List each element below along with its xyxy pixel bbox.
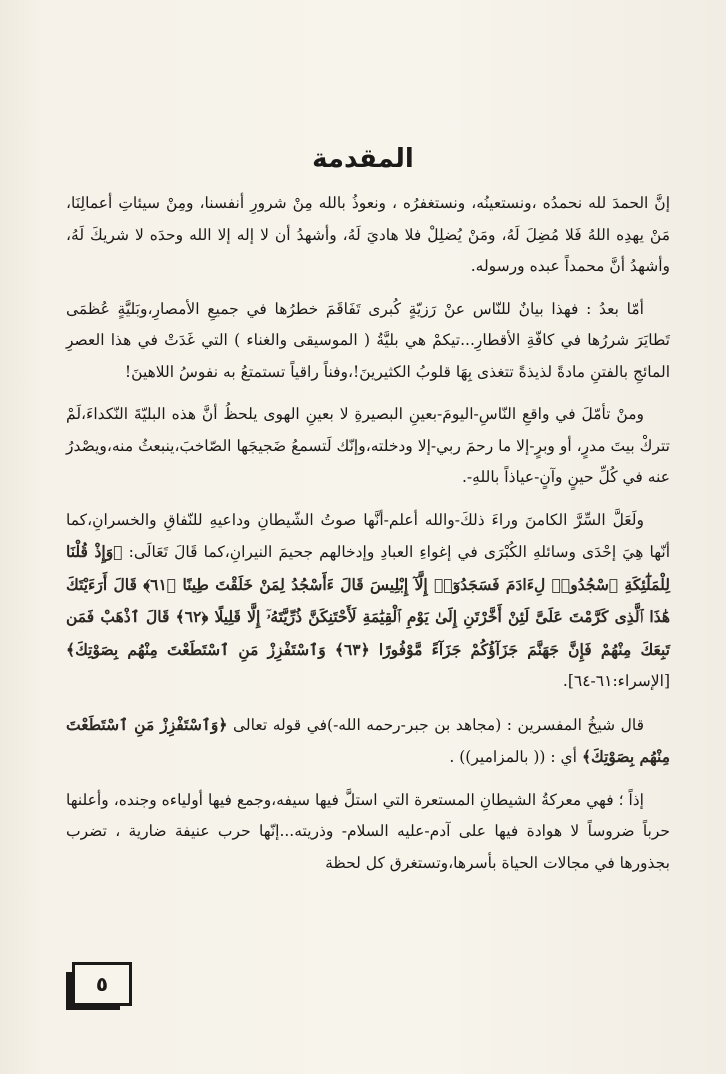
quran-verse-mujahid: ﴿وَٱسْتَفْزِزْ مَنِ ٱسْتَطَعْتَ مِنْهُم بِصَوْتِكَ﴾ xyxy=(66,714,670,766)
paragraph-battle: إذاً ؛ فهي معركةُ الشيطانِ المستعرة التي استلَّ فيها سيفه،وجمع فيها أولياءه وجنده، وأعلنها حرباً ضروساً لا هوادة فيها على آدم-عليه السلام- وذريته...إنّها حرب عنيفة ضارية ، تضرب بجذورها في مجالات الحياة بأسرها،وتستغرق كل لحظة xyxy=(66,790,670,872)
paragraph-devil-voice xyxy=(66,505,670,698)
paragraph-observation: ومنْ تأمّلَ في واقعِ النّاسِ-اليومَ-بعينِ البصيرةِ لا بعينِ الهوى يلحظُ أنَّ هذه البليّةَ النّكداءَ،لَمْ تتركْ بيتَ مدرٍ، أو وبرٍ-إلا ما رحمَ ربي-إلا ودخلته،وإنّك لَتسمعُ ضَجيجَها الصّاخبَ،ينبعثُ منه،ويصْدرُ عنه في كُلِّ حينٍ وآنٍ-عياذاً باللهِ-. xyxy=(66,405,670,486)
paragraph-mujahid xyxy=(66,709,670,774)
paragraph-mujahid-text: قال شيخُ المفسرين : (مجاهد بن جبر-رحمه الله-)في قوله تعالى xyxy=(233,715,645,734)
page-number: ٥ xyxy=(72,962,132,1006)
quran-verse: ﴿وَإِذْ قُلْنَا لِلْمَلَٰٓئِكَةِ ٱسْجُدُوا۟ لِءَادَمَ فَسَجَدُوٓا۟ إِلَّآ إِبْلِيسَ قَالَ ءَأَسْجُدُ لِمَنْ خَلَقْتَ طِينًا ﴿٦١﴾ قَالَ أَرَءَيْتَكَ هَٰذَا ٱلَّذِى كَرَّمْتَ عَلَىَّ لَئِنْ أَخَّرْتَنِ إِلَىٰ يَوْمِ ٱلْقِيَٰمَةِ لَأَحْتَنِكَنَّ ذُرِّيَّتَهُۥٓ إِلَّا قَلِيلًا ﴿٦٢﴾ قَالَ ٱذْهَبْ فَمَن تَبِعَكَ مِنْهُمْ فَإِنَّ جَهَنَّمَ جَزَآؤُكُمْ جَزَآءً مَّوْفُورًا ﴿٦٣﴾ وَٱسْتَفْزِزْ مَنِ ٱسْتَطَعْتَ مِنْهُم بِصَوْتِكَ﴾ xyxy=(66,542,671,659)
paragraph-opening: إنَّ الحمدَ لله نحمدُه ،ونستعينُه، ونستغفرُه ، ونعوذُ بالله مِنْ شرورِ أنفسنا، ومِنْ سيئاتِ أعمالِنَا، مَنْ يهدِه اللهُ فَلا مُضِلَ لَهُ، ومَنْ يُضلِلْ فلا هاديَ لَهُ، وأشهدُ أن لا إله إلا الله وحدَه لا شريكَ لَهُ، وأشهدُ أنَّ محمداً عبده ورسوله. xyxy=(66,194,670,275)
page-title: المقدمة xyxy=(312,144,414,174)
paragraph-devil-voice-text: ولَعَلَّ السِّرَّ الكامنَ وراءَ ذلكَ-والله أعلم-أنَّها صوتُ الشّيطانِ وداعيهِ للنّفاقِ والخسرانِ،كما أنّها هِيَ إحْدَى وسائلهِ الكُبْرَى في إغواءِ العبادِ وإدخالهم جحيمَ النيرانِ،كما قَالَ تَعَالَى: xyxy=(66,510,671,561)
paragraph-intro: أمّا بعدُ : فهذا بيانٌ للنّاس عنْ رَزيّةٍ كُبرى تَفَاقَمَ خطرُها في جميعِ الأمصارِ،وبَليَّةٍ عُظمَى تَطايَرَ شررُها في كافّةِ الأقطارِ...تيكمْ هي بليَّةُ ( الموسيقى والغناء ) التي غَدَتْ في هذا العصرِ المائجِ بالفتنِ مادةً لذيذةً تتغذى بِهَا قلوبُ الكثيرينَ!،وفناً راقياً تستمتعُ به نفوسُ اللاهينَ! xyxy=(66,299,670,381)
body-text xyxy=(66,188,670,890)
mujahid-interpretation: أي : (( بالمزامير)) . xyxy=(449,748,577,766)
quran-reference: [الإسراء:٦١-٦٤]. xyxy=(562,672,670,690)
